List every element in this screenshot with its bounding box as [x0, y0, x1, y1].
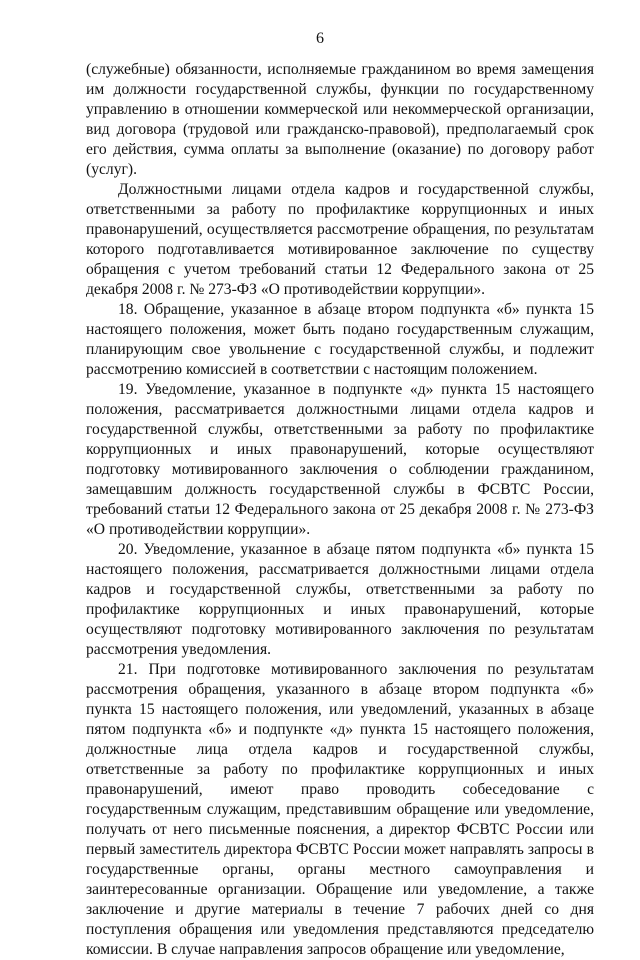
page-number: 6 — [316, 30, 324, 47]
paragraph-officials-review: Должностными лицами отдела кадров и государственной службы, ответственными за работу по профилактике коррупционных и иных правонарушений, осуществляется рассмотрение обращения, по результатам которого подготавливается мотивированное заключение по существу обращения с учетом требований статьи 12 Федерального закона от 25 декабря 2008 г. № 273-ФЗ «О противодействии коррупции». — [86, 181, 594, 298]
paragraph-item-19: 19. Уведомление, указанное в подпункте «д» пункта 15 настоящего положения, рассматривается должностными лицами отдела кадров и государственной службы, ответственными за работу по профилактике коррупционных и иных правонарушений, которые осуществляют подготовку мотивированного заключения о соблюдении гражданином, замещавшим должность государственной службы в ФСВТС России, требований статьи 12 Федерального закона от 25 декабря 2008 г. № 273-ФЗ «О противодействии коррупции». — [86, 381, 594, 538]
document-body — [86, 60, 594, 960]
paragraph-item-18: 18. Обращение, указанное в абзаце втором подпункта «б» пункта 15 настоящего положения, может быть подано государственным служащим, планирующим свое увольнение с государственной службы, и подлежит рассмотрению комиссией в соответствии с настоящим положением. — [86, 301, 594, 378]
paragraph-item-20: 20. Уведомление, указанное в абзаце пятом подпункта «б» пункта 15 настоящего положения, рассматривается должностными лицами отдела кадров и государственной службы, ответственными за работу по профилактике коррупционных и иных правонарушений, которые осуществляют подготовку мотивированного заключения по результатам рассмотрения уведомления. — [86, 541, 594, 658]
paragraph-continuation: (служебные) обязанности, исполняемые гражданином во время замещения им должности государственной службы, функции по государственному управлению в отношении коммерческой или некоммерческой организации, вид договора (трудовой или гражданско-правовой), предполагаемый срок его действия, сумма оплаты за выполнение (оказание) по договору работ (услуг). — [86, 61, 594, 178]
paragraph-item-21: 21. При подготовке мотивированного заключения по результатам рассмотрения обращения, указанного в абзаце втором подпункта «б» пункта 15 настоящего положения, или уведомлений, указанных в абзаце пятом подпункта «б» и подпункте «д» пункта 15 настоящего положения, должностные лица отдела кадров и государственной службы, ответственные за работу по профилактике коррупционных и иных правонарушений, имеют право проводить собеседование с государственным служащим, представившим обращение или уведомление, получать от него письменные пояснения, а директор ФСВТС России или первый заместитель директора ФСВТС России может направлять запросы в государственные органы, органы местного самоуправления и заинтересованные организации. Обращение или уведомление, а также заключение и другие материалы в течение 7 рабочих дней со дня поступления обращения или уведомления представляются председателю комиссии. В случае направления запросов обращение или уведомление, — [86, 661, 594, 958]
